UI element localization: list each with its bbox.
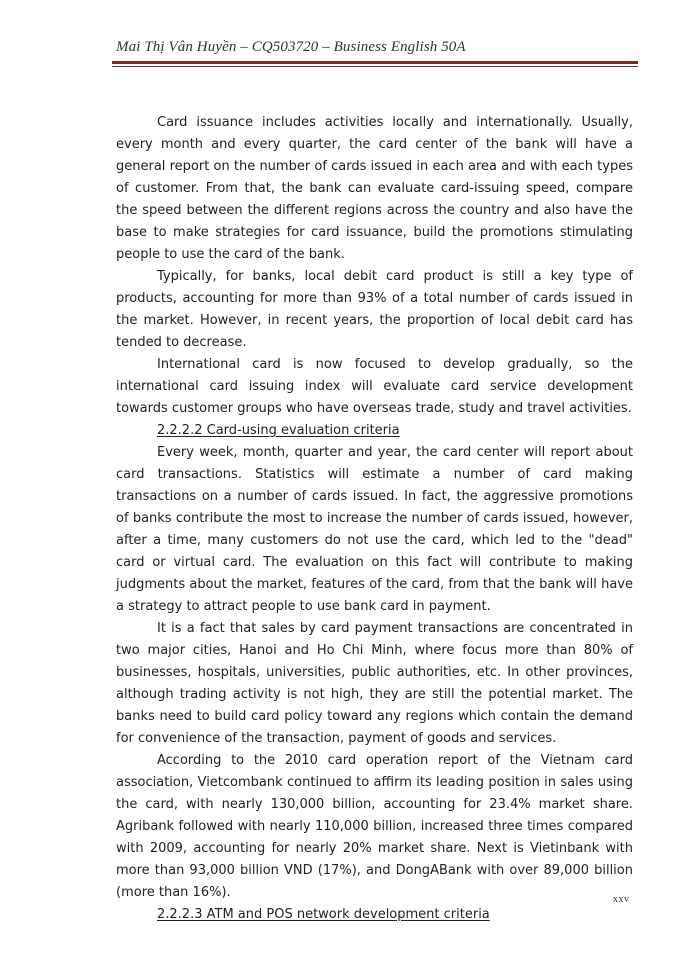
header-rule-thick xyxy=(112,61,638,64)
paragraph-local-debit: Typically, for banks, local debit card product is still a key type of products, accounting for more than 93% of a total number of cards issued in the market. However, in recent years, the proportion of local debit card has tended to decrease. xyxy=(116,269,633,350)
paragraph-card-issuance: Card issuance includes activities locally and internationally. Usually, every month and every quarter, the card center of the bank will have a general report on the number of cards issued in each area and with each types of customer. From that, the bank can evaluate card-issuing speed, compare the speed between the different regions across the country and also have the base to make strategies for card issuance, build the promotions stimulating people to use the card of the bank. xyxy=(116,115,633,262)
paragraph-market-share: According to the 2010 card operation report of the Vietnam card association, Vietcombank continued to affirm its leading position in sales using the card, with nearly 130,000 billion, accounting for 23.4% market share. Agribank followed with nearly 110,000 billion, increased three times compared with 2009, accounting for nearly 20% market share. Next is Vietinbank with more than 93,000 billion VND (17%), and DongABank with over 89,000 billion (more than 16%). xyxy=(116,753,633,900)
running-header: Mai Thị Vân Huyền – CQ503720 – Business English 50A xyxy=(116,39,466,55)
section-heading-card-using: 2.2.2.2 Card-using evaluation criteria xyxy=(157,423,400,438)
body-text xyxy=(116,112,633,926)
paragraph-sales-concentration: It is a fact that sales by card payment transactions are concentrated in two major cities, Hanoi and Ho Chi Minh, where focus more than 80% of businesses, hospitals, universities, public authorities, etc. In other provinces, although trading activity is not high, they are still the potential market. The banks need to build card policy toward any regions which contain the demand for convenience of the transaction, payment of goods and services. xyxy=(116,621,633,746)
paragraph-international-card: International card is now focused to develop gradually, so the international card issuing index will evaluate card service development towards customer groups who have overseas trade, study and travel activities. xyxy=(116,357,633,416)
section-heading-atm-pos: 2.2.2.3 ATM and POS network development criteria xyxy=(157,907,490,922)
page-number: xxv xyxy=(613,894,630,905)
paragraph-card-transactions: Every week, month, quarter and year, the card center will report about card transactions. Statistics will estimate a number of card making transactions on a number of cards issued. In fact, the aggressive promotions of banks contribute the most to increase the number of cards issued, however, after a time, many customers do not use the card, which led to the "dead" card or virtual card. The evaluation on this fact will contribute to making judgments about the market, features of the card, from that the bank will have a strategy to attract people to use bank card in payment. xyxy=(116,445,633,614)
header-rule-thin xyxy=(112,66,638,67)
